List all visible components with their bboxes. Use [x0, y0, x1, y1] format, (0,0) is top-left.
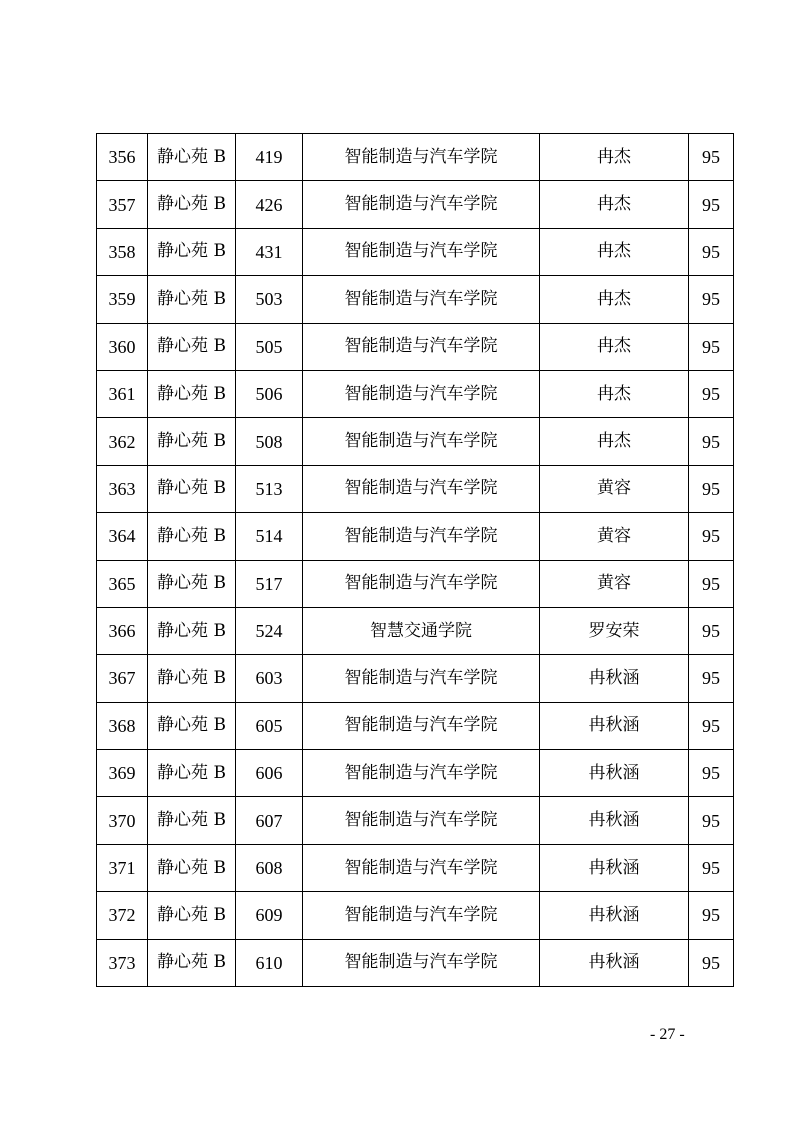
score-cell: 95 [689, 892, 734, 939]
room-number-cell: 603 [236, 655, 303, 702]
room-number-cell: 608 [236, 844, 303, 891]
table-row [97, 370, 734, 417]
score-cell: 95 [689, 370, 734, 417]
row-number-cell: 362 [97, 418, 148, 465]
score-cell: 95 [689, 702, 734, 749]
college-cell: 智能制造与汽车学院 [303, 750, 540, 797]
room-number-cell: 606 [236, 750, 303, 797]
score-cell: 95 [689, 844, 734, 891]
table-row [97, 228, 734, 275]
row-number-cell: 368 [97, 702, 148, 749]
person-cell: 冉秋涵 [540, 702, 689, 749]
dormitory-score-table [96, 133, 734, 987]
room-number-cell: 419 [236, 134, 303, 181]
room-number-cell: 517 [236, 560, 303, 607]
row-number-cell: 361 [97, 370, 148, 417]
building-cell: 静心苑 B [148, 134, 236, 181]
person-cell: 冉秋涵 [540, 844, 689, 891]
room-number-cell: 524 [236, 607, 303, 654]
row-number-cell: 367 [97, 655, 148, 702]
building-cell: 静心苑 B [148, 892, 236, 939]
score-cell: 95 [689, 560, 734, 607]
person-cell: 冉秋涵 [540, 655, 689, 702]
person-cell: 冉秋涵 [540, 750, 689, 797]
building-cell: 静心苑 B [148, 465, 236, 512]
person-cell: 罗安荣 [540, 607, 689, 654]
score-cell: 95 [689, 607, 734, 654]
score-cell: 95 [689, 797, 734, 844]
building-cell: 静心苑 B [148, 750, 236, 797]
college-cell: 智能制造与汽车学院 [303, 655, 540, 702]
building-cell: 静心苑 B [148, 181, 236, 228]
college-cell: 智能制造与汽车学院 [303, 560, 540, 607]
person-cell: 冉杰 [540, 181, 689, 228]
person-cell: 冉杰 [540, 228, 689, 275]
row-number-cell: 369 [97, 750, 148, 797]
building-cell: 静心苑 B [148, 939, 236, 986]
building-cell: 静心苑 B [148, 655, 236, 702]
college-cell: 智能制造与汽车学院 [303, 323, 540, 370]
table-row [97, 418, 734, 465]
person-cell: 黄容 [540, 513, 689, 560]
score-cell: 95 [689, 323, 734, 370]
college-cell: 智能制造与汽车学院 [303, 465, 540, 512]
score-cell: 95 [689, 655, 734, 702]
row-number-cell: 358 [97, 228, 148, 275]
row-number-cell: 364 [97, 513, 148, 560]
person-cell: 冉杰 [540, 323, 689, 370]
room-number-cell: 508 [236, 418, 303, 465]
building-cell: 静心苑 B [148, 370, 236, 417]
score-cell: 95 [689, 228, 734, 275]
table-row [97, 134, 734, 181]
score-cell: 95 [689, 276, 734, 323]
college-cell: 智慧交通学院 [303, 607, 540, 654]
table-row [97, 939, 734, 986]
person-cell: 黄容 [540, 465, 689, 512]
college-cell: 智能制造与汽车学院 [303, 276, 540, 323]
college-cell: 智能制造与汽车学院 [303, 181, 540, 228]
building-cell: 静心苑 B [148, 323, 236, 370]
score-cell: 95 [689, 418, 734, 465]
building-cell: 静心苑 B [148, 513, 236, 560]
college-cell: 智能制造与汽车学院 [303, 702, 540, 749]
table-row [97, 702, 734, 749]
row-number-cell: 371 [97, 844, 148, 891]
building-cell: 静心苑 B [148, 797, 236, 844]
row-number-cell: 370 [97, 797, 148, 844]
page-number: - 27 - [650, 1026, 685, 1043]
building-cell: 静心苑 B [148, 702, 236, 749]
row-number-cell: 363 [97, 465, 148, 512]
person-cell: 冉杰 [540, 134, 689, 181]
score-cell: 95 [689, 750, 734, 797]
room-number-cell: 503 [236, 276, 303, 323]
table-row [97, 276, 734, 323]
college-cell: 智能制造与汽车学院 [303, 797, 540, 844]
table-row [97, 560, 734, 607]
row-number-cell: 373 [97, 939, 148, 986]
room-number-cell: 431 [236, 228, 303, 275]
college-cell: 智能制造与汽车学院 [303, 892, 540, 939]
college-cell: 智能制造与汽车学院 [303, 844, 540, 891]
college-cell: 智能制造与汽车学院 [303, 939, 540, 986]
row-number-cell: 366 [97, 607, 148, 654]
row-number-cell: 360 [97, 323, 148, 370]
person-cell: 冉秋涵 [540, 939, 689, 986]
table-row [97, 750, 734, 797]
score-cell: 95 [689, 134, 734, 181]
row-number-cell: 359 [97, 276, 148, 323]
building-cell: 静心苑 B [148, 276, 236, 323]
college-cell: 智能制造与汽车学院 [303, 370, 540, 417]
building-cell: 静心苑 B [148, 560, 236, 607]
college-cell: 智能制造与汽车学院 [303, 134, 540, 181]
person-cell: 冉杰 [540, 418, 689, 465]
row-number-cell: 356 [97, 134, 148, 181]
table-row [97, 655, 734, 702]
room-number-cell: 607 [236, 797, 303, 844]
row-number-cell: 365 [97, 560, 148, 607]
room-number-cell: 506 [236, 370, 303, 417]
score-cell: 95 [689, 181, 734, 228]
building-cell: 静心苑 B [148, 228, 236, 275]
table-row [97, 797, 734, 844]
person-cell: 黄容 [540, 560, 689, 607]
table-row [97, 513, 734, 560]
person-cell: 冉秋涵 [540, 797, 689, 844]
college-cell: 智能制造与汽车学院 [303, 418, 540, 465]
person-cell: 冉秋涵 [540, 892, 689, 939]
building-cell: 静心苑 B [148, 418, 236, 465]
row-number-cell: 372 [97, 892, 148, 939]
room-number-cell: 609 [236, 892, 303, 939]
table-row [97, 844, 734, 891]
room-number-cell: 505 [236, 323, 303, 370]
building-cell: 静心苑 B [148, 844, 236, 891]
table-row [97, 892, 734, 939]
college-cell: 智能制造与汽车学院 [303, 513, 540, 560]
row-number-cell: 357 [97, 181, 148, 228]
table-row [97, 323, 734, 370]
person-cell: 冉杰 [540, 370, 689, 417]
table-body [97, 134, 734, 987]
room-number-cell: 513 [236, 465, 303, 512]
room-number-cell: 514 [236, 513, 303, 560]
room-number-cell: 610 [236, 939, 303, 986]
score-cell: 95 [689, 465, 734, 512]
table-row [97, 465, 734, 512]
room-number-cell: 426 [236, 181, 303, 228]
table-row [97, 181, 734, 228]
score-cell: 95 [689, 513, 734, 560]
room-number-cell: 605 [236, 702, 303, 749]
building-cell: 静心苑 B [148, 607, 236, 654]
score-cell: 95 [689, 939, 734, 986]
person-cell: 冉杰 [540, 276, 689, 323]
table-row [97, 607, 734, 654]
college-cell: 智能制造与汽车学院 [303, 228, 540, 275]
